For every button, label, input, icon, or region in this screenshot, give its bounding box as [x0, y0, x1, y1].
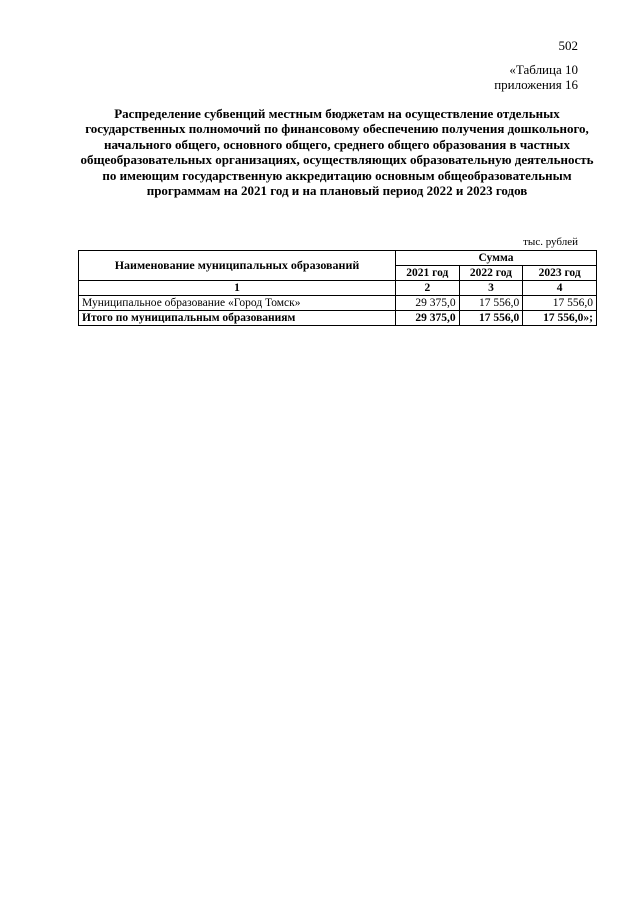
row-value-2022: 17 556,0 [459, 296, 523, 311]
header-year-2023: 2023 год [523, 266, 597, 281]
header-name: Наименование муниципальных образований [79, 251, 396, 281]
header-year-2021: 2021 год [396, 266, 460, 281]
header-sum: Сумма [396, 251, 597, 266]
document-title: Распределение субвенций местным бюджетам на осуществление отдельных государственных полномочий по финансовому обеспечению получения дошкольного, начального общего, основного общего, среднего общего образования в частных общеобразовательных организациях, осуществляющих образовательную деятельность по имеющим государственную аккредитацию основным общеобразовательным программам на 2021 год и на плановый период 2022 и 2023 годов [80, 106, 594, 199]
units-label: тыс. рублей [523, 236, 578, 248]
row-value-2023: 17 556,0 [523, 296, 597, 311]
table-reference [494, 62, 578, 92]
total-name: Итого по муниципальным образованиям [79, 311, 396, 326]
column-number: 1 [79, 281, 396, 296]
row-value-2021: 29 375,0 [396, 296, 460, 311]
subvention-table [78, 250, 597, 326]
column-number: 4 [523, 281, 597, 296]
total-value-2022: 17 556,0 [459, 311, 523, 326]
column-number: 2 [396, 281, 460, 296]
page-number: 502 [558, 38, 578, 53]
total-value-2023: 17 556,0»; [523, 311, 597, 326]
table-reference-line2: приложения 16 [494, 77, 578, 92]
total-row [79, 311, 597, 326]
table-reference-line1: «Таблица 10 [509, 62, 578, 77]
header-year-2022: 2022 год [459, 266, 523, 281]
table-row [79, 296, 597, 311]
column-number-row [79, 281, 597, 296]
row-name: Муниципальное образование «Город Томск» [79, 296, 396, 311]
total-value-2021: 29 375,0 [396, 311, 460, 326]
column-number: 3 [459, 281, 523, 296]
